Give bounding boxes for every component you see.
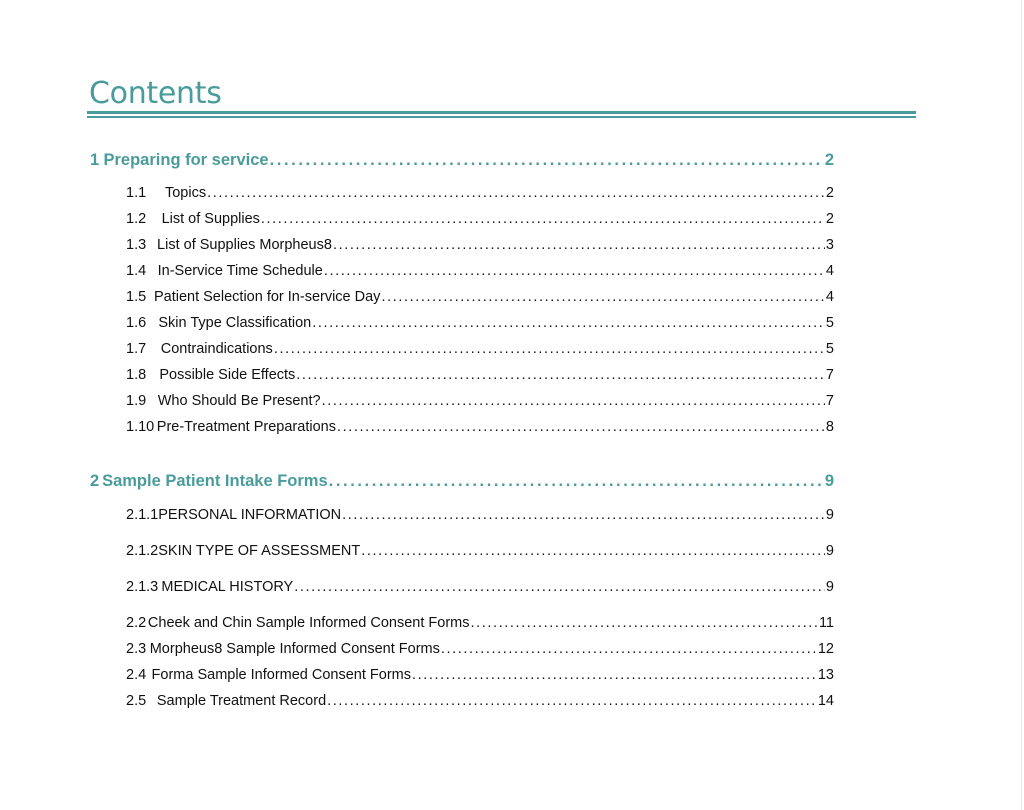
toc-page-number: 8 [825, 419, 834, 435]
toc-leader-dots [327, 693, 817, 709]
toc-leader-dots [296, 367, 825, 383]
toc-leader-dots [261, 211, 825, 227]
toc-label: Cheek and Chin Sample Informed Consent Forms [147, 615, 470, 631]
toc-leader-dots [270, 151, 824, 170]
toc-page-number: 2 [825, 211, 834, 227]
toc-leader-dots [324, 263, 825, 279]
toc-label: List of Supplies Morpheus8 [157, 237, 332, 253]
toc-leader-dots [342, 507, 825, 523]
toc-number: 1.4 [126, 263, 147, 279]
title-rule-thin [87, 116, 916, 118]
toc-entry-1-4[interactable] [126, 263, 834, 279]
toc-entry-1-9[interactable] [126, 393, 834, 409]
toc-leader-dots [322, 393, 825, 409]
toc-entry-1-6[interactable] [126, 315, 834, 331]
toc-number: 2.5 [126, 693, 147, 709]
toc-label: Preparing for service [103, 151, 269, 169]
toc-label: List of Supplies [161, 211, 260, 227]
toc-entry-2-1-1[interactable] [126, 507, 834, 523]
toc-leader-dots [207, 185, 825, 201]
toc-page-number: 4 [825, 289, 834, 305]
toc-page-number: 5 [825, 315, 834, 331]
toc-leader-dots [412, 667, 817, 683]
toc-leader-dots [361, 543, 825, 559]
toc-entry-1-3[interactable] [126, 237, 834, 253]
toc-number: 1.10 [126, 419, 155, 435]
toc-number: 2.4 [126, 667, 147, 683]
toc-entry-2-1-3[interactable] [126, 579, 834, 595]
toc-leader-dots [337, 419, 825, 435]
toc-number: 2 [90, 472, 100, 490]
toc-entry-1-8[interactable] [126, 367, 834, 383]
toc-page-number: 9 [825, 579, 834, 595]
toc-page-number: 3 [825, 237, 834, 253]
toc-page-number: 4 [825, 263, 834, 279]
toc-number: 1.3 [126, 237, 147, 253]
toc-page-number: 13 [817, 667, 834, 683]
toc-label: Who Should Be Present? [157, 393, 321, 409]
toc-page-number: 14 [817, 693, 834, 709]
toc-entry-2-3[interactable] [126, 641, 834, 657]
toc-entry-2-1-2[interactable] [126, 543, 834, 559]
toc-page-number: 9 [825, 543, 834, 559]
toc-page-number: 12 [817, 641, 834, 657]
toc-entry-2-4[interactable] [126, 667, 834, 683]
toc-number: 1 [90, 151, 100, 169]
toc-heading-section-1[interactable] [90, 151, 834, 170]
toc-leader-dots [333, 237, 825, 253]
toc-entry-1-5[interactable] [126, 289, 834, 305]
toc-page-number: 7 [825, 393, 834, 409]
toc-number: 2.1.1 [126, 507, 159, 523]
toc-entry-1-10[interactable] [126, 419, 834, 435]
toc-entry-2-5[interactable] [126, 693, 834, 709]
toc-label: Sample Patient Intake Forms [102, 472, 328, 490]
toc-label: PERSONAL INFORMATION [158, 507, 342, 523]
toc-label: MEDICAL HISTORY [161, 579, 294, 595]
toc-entry-1-7[interactable] [126, 341, 834, 357]
title-rule-thick [87, 111, 916, 114]
toc-number: 1.2 [126, 211, 147, 227]
toc-label: Patient Selection for In-service Day [153, 289, 381, 305]
toc-leader-dots [294, 579, 825, 595]
toc-entry-2-2[interactable] [126, 615, 834, 631]
toc-label: Possible Side Effects [159, 367, 296, 383]
page-title: Contents [89, 76, 222, 112]
page-edge-divider [1021, 0, 1022, 810]
toc-leader-dots [381, 289, 824, 305]
toc-number: 2.1.3 [126, 579, 159, 595]
toc-label: Pre-Treatment Preparations [156, 419, 336, 435]
toc-leader-dots [312, 315, 825, 331]
toc-label: SKIN TYPE OF ASSESSMENT [158, 543, 361, 559]
toc-number: 2.3 [126, 641, 147, 657]
toc-label: Sample Treatment Record [156, 693, 327, 709]
toc-number: 2.1.2 [126, 543, 159, 559]
toc-leader-dots [274, 341, 825, 357]
toc-entry-1-2[interactable] [126, 211, 834, 227]
toc-label: Morpheus8 Sample Informed Consent Forms [149, 641, 440, 657]
toc-label: Topics [164, 185, 207, 201]
toc-page-number: 7 [825, 367, 834, 383]
toc-number: 1.9 [126, 393, 147, 409]
toc-label: Skin Type Classification [158, 315, 312, 331]
toc-number: 2.2 [126, 615, 147, 631]
toc-entry-1-1[interactable] [126, 185, 834, 201]
toc-page-number: 5 [825, 341, 834, 357]
toc-leader-dots [441, 641, 817, 657]
toc-page-number: 9 [825, 507, 834, 523]
toc-leader-dots [470, 615, 817, 631]
toc-heading-section-2[interactable] [90, 472, 834, 491]
toc-label: Contraindications [160, 341, 273, 357]
toc-page-number: 11 [818, 615, 834, 631]
toc-number: 1.5 [126, 289, 147, 305]
toc-label: Forma Sample Informed Consent Forms [151, 667, 412, 683]
toc-leader-dots [329, 472, 824, 491]
toc-page-number: 9 [824, 472, 834, 490]
toc-number: 1.7 [126, 341, 147, 357]
toc-number: 1.8 [126, 367, 147, 383]
toc-page-number: 2 [824, 151, 834, 169]
toc-number: 1.1 [126, 185, 147, 201]
toc-label: In-Service Time Schedule [157, 263, 323, 279]
toc-number: 1.6 [126, 315, 147, 331]
toc-page-number: 2 [825, 185, 834, 201]
